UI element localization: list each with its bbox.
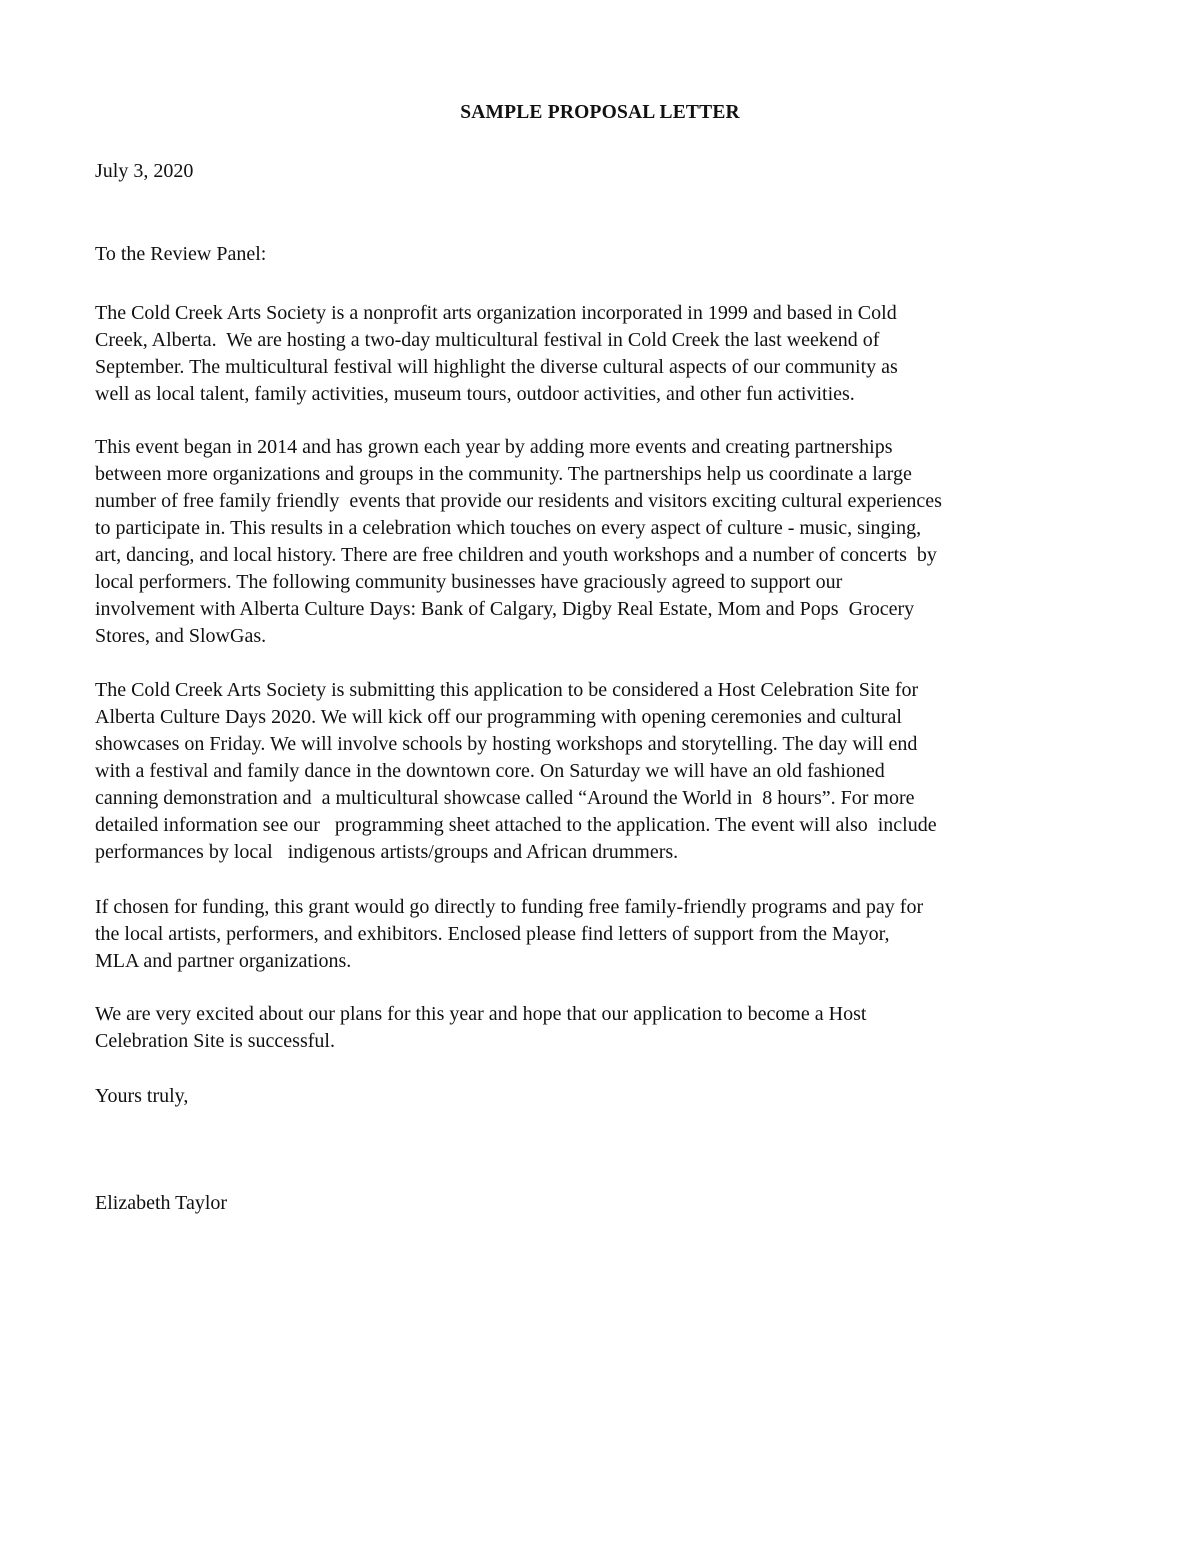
paragraph-line: local performers. The following community businesses have graciously agreed to support our: [95, 571, 843, 593]
paragraph-closing-remarks: [95, 1001, 1095, 1055]
paragraph-line: art, dancing, and local history. There are free children and youth workshops and a number of concerts by: [95, 544, 937, 566]
paragraph-line: canning demonstration and a multicultural showcase called “Around the World in 8 hours”. For more: [95, 787, 915, 809]
paragraph-line: to participate in. This results in a celebration which touches on every aspect of culture - music, singing,: [95, 517, 922, 539]
paragraph-history: [95, 434, 1095, 650]
paragraph-line: performances by local indigenous artists/groups and African drummers.: [95, 841, 679, 863]
letter-title: SAMPLE PROPOSAL LETTER: [460, 102, 740, 123]
letter-closing: Yours truly,: [95, 1085, 189, 1107]
paragraph-line: September. The multicultural festival will highlight the diverse cultural aspects of our community as: [95, 356, 898, 378]
signature-name: Elizabeth Taylor: [95, 1192, 228, 1214]
paragraph-line: MLA and partner organizations.: [95, 950, 352, 972]
paragraph-line: We are very excited about our plans for this year and hope that our application to become a Host: [95, 1003, 867, 1025]
paragraph-intro: [95, 300, 1095, 408]
paragraph-line: with a festival and family dance in the downtown core. On Saturday we will have an old fashioned: [95, 760, 885, 782]
paragraph-application: [95, 677, 1095, 866]
paragraph-line: The Cold Creek Arts Society is submitting this application to be considered a Host Celebration Site for: [95, 679, 919, 701]
paragraph-line: well as local talent, family activities, museum tours, outdoor activities, and other fun activities.: [95, 383, 855, 405]
paragraph-line: Creek, Alberta. We are hosting a two-day multicultural festival in Cold Creek the last weekend of: [95, 329, 880, 351]
paragraph-line: Celebration Site is successful.: [95, 1030, 335, 1052]
paragraph-line: number of free family friendly events that provide our residents and visitors exciting cultural experiences: [95, 490, 942, 512]
paragraph-line: Stores, and SlowGas.: [95, 625, 267, 647]
paragraph-line: detailed information see our programming sheet attached to the application. The event will also include: [95, 814, 937, 836]
paragraph-line: Alberta Culture Days 2020. We will kick off our programming with opening ceremonies and cultural: [95, 706, 902, 728]
letter-date: July 3, 2020: [95, 160, 194, 182]
paragraph-line: between more organizations and groups in the community. The partnerships help us coordinate a large: [95, 463, 912, 485]
letter-salutation: To the Review Panel:: [95, 243, 267, 265]
paragraph-line: This event began in 2014 and has grown each year by adding more events and creating partnerships: [95, 436, 893, 458]
paragraph-line: If chosen for funding, this grant would go directly to funding free family-friendly programs and pay for: [95, 896, 924, 918]
paragraph-line: the local artists, performers, and exhibitors. Enclosed please find letters of support from the Mayor,: [95, 923, 890, 945]
paragraph-line: involvement with Alberta Culture Days: Bank of Calgary, Digby Real Estate, Mom and Pops Grocery: [95, 598, 915, 620]
paragraph-funding: [95, 894, 1095, 975]
paragraph-line: The Cold Creek Arts Society is a nonprofit arts organization incorporated in 1999 and based in Cold: [95, 302, 897, 324]
paragraph-line: showcases on Friday. We will involve schools by hosting workshops and storytelling. The day will end: [95, 733, 918, 755]
